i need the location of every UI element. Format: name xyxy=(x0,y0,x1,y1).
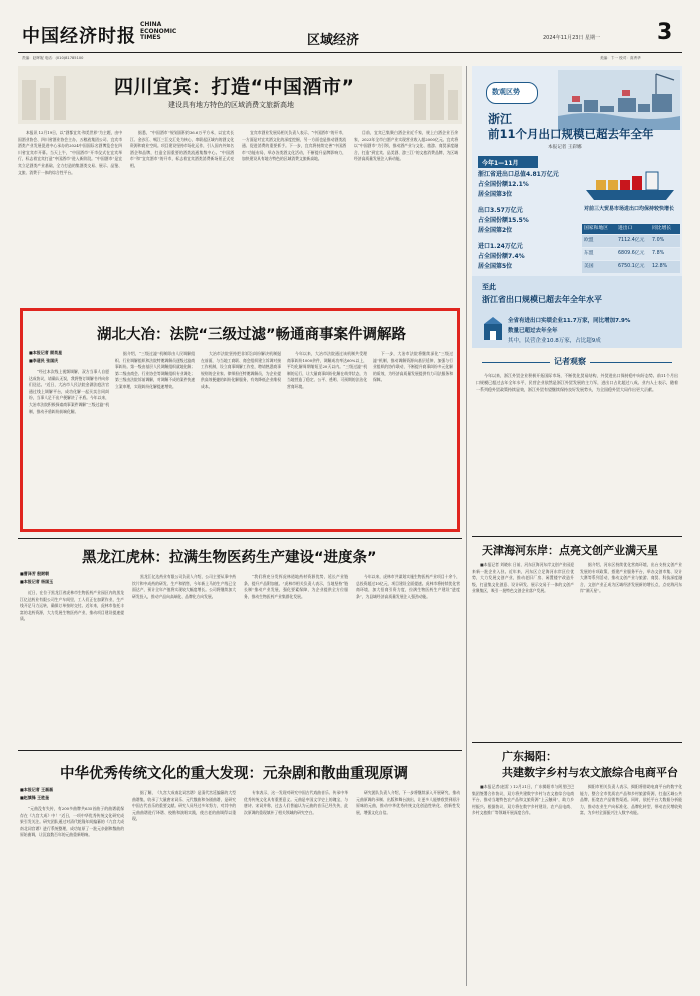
culture-col-2: 据了解，《九宫大成南北词宫谱》是清代宫廷编纂的大型曲谱集，收录了大量唐宋词乐、元代散曲和杂剧曲谱，是研究中国古代音乐的重要文献。研究人员经过多年努力，对其中的元曲曲谱进行译谱、校勘和演唱实践，使古老的曲调得以重现。 xyxy=(132,790,236,822)
stat-export-share: 占全国份额15.5% xyxy=(478,217,529,224)
culture-top-rule xyxy=(18,750,462,751)
culture-col-3: 专家表示，这一发现对研究中国古代戏曲音乐、传承中华优秀传统文化具有重要意义。元曲是中国文学史上的瑰宝，与唐诗、宋词并称，过去人们普遍认为元曲的音乐已经失传，此次原调的重现填补了相关领域的研究空白。 xyxy=(244,790,348,815)
export-enterprises: 全省有进出口实绩企业11.7万家，同比增加7.9% xyxy=(508,318,631,324)
culture-byline-2: ■赵慎锋 王胜奎 xyxy=(20,795,50,800)
milestone-label: 至此 xyxy=(482,283,496,291)
stat-block-total xyxy=(478,170,578,200)
page-number: 3 xyxy=(657,20,673,45)
tianjin-col-2: 据介绍，河东区持续优化营商环境，出台支持文创产业发展的专项政策，搭建产业服务平台，举办文创市集、设计大赛等系列活动，推动文创产业与旅游、商贸、科技深度融合，文创产业正成为区域经济发展新的增长点，点亮海河东岸“满天星”。 xyxy=(580,562,682,594)
stat-import-rank: 居全国第5位 xyxy=(478,263,513,270)
guangdong-article xyxy=(472,742,682,986)
heilongjiang-title: 黑龙江虎林：拉满生物医药生产建设“进度条” xyxy=(82,550,377,566)
table-row: 东盟 6809.6亿元 7.8% xyxy=(582,248,680,260)
zhejiang-region: 浙江 xyxy=(488,112,513,126)
table-header-row: 国家和地区 进出口 同比增长 xyxy=(582,224,680,234)
period-label: 今年1—11月 xyxy=(482,160,519,167)
heilongjiang-byline-1: ■曹泽芳 殷耐朝 xyxy=(20,571,50,576)
designer-info: 美编：卞一 校对：高秀华 xyxy=(600,56,641,60)
trade-table xyxy=(582,224,680,273)
heilongjiang-col-2: 黑龙江亿达药业有限公司负责人介绍，公司主要从事中药饮片和中成药的研发、生产和销售，今年新上马的生产线已全面达产，预计全年产值将实现较大幅度增长。公司将继续加大研发投入，推动产品向高端化、品牌化方向发展。 xyxy=(132,574,236,599)
culture-col-4: 研究团队负责人介绍，下一步将继续深入开展研究，推动元曲原调的录制、出版和舞台演出，让更多人能够欣赏到原汁原味的元曲，推动中华优秀传统文化创造性转化、创新性发展，增强文化自信。 xyxy=(356,790,460,815)
stat-total-share: 占全国份额12.1% xyxy=(478,181,529,188)
guangdong-title-2: 共建数字乡村与农文旅综合电商平台 xyxy=(502,766,678,779)
stat-total-rank: 居全国第3位 xyxy=(478,191,513,198)
tianjin-article xyxy=(472,536,682,736)
masthead-rule xyxy=(18,52,682,53)
sichuan-col-3: 宜宾市酒业发展局相关负责人表示，“中国酒市”的开市，一方面是对宜宾酒文化的深度挖掘，另一方面也是推动酒类流通、促进消费的重要抓手。下一步，宜宾将持续完善“中国酒市”功能布局，举办各类酒文化活动，不断提升品牌影响力，加快建设具有地方特色的区域消费文旅新高地。 xyxy=(242,130,346,162)
table-caption: 对前三大贸易市场进出口均保持较快增长 xyxy=(584,206,675,212)
heilongjiang-col-4: 今年以来，虎林市共谋划实施生物医药产业项目十余个，总投资超过10亿元，项目建设全面提速。虎林市将持续优化营商环境，加大招商引资力度，拉满生物医药生产建设“进度条”，为县域经济高质量发展注入强劲动能。 xyxy=(356,574,460,599)
issue-date: 2024年11月23日 星期一 xyxy=(543,35,601,41)
stat-export-value: 出口3.57万亿元 xyxy=(478,207,523,214)
guangdong-top-rule xyxy=(472,742,682,743)
editor-info: 责编：赵晖妮 电话：(010)81785100 xyxy=(22,56,84,60)
tianjin-title: 天津海河东岸：点亮文创产业满天星 xyxy=(482,544,658,557)
hubei-article xyxy=(20,308,460,532)
hubei-col-2: 据介绍，“三级过滤”机制即由人民调解组织、行业调解组织和法院特邀调解员逐级过滤商事纠纷。第一级由基层人民调解组织就地化解；第二级由商会、行业协会等调解组织专业调处；第三级由法院诉前调解，对调解不成的案件快速立案审理，实现纠纷化解提速增效。 xyxy=(115,351,195,389)
sichuan-article xyxy=(18,66,462,302)
tianjin-top-rule xyxy=(472,536,682,537)
stat-block-import xyxy=(478,242,578,272)
culture-article xyxy=(18,750,462,990)
port-illustration xyxy=(558,70,680,130)
masthead-english: CHINA ECONOMIC TIMES xyxy=(140,21,177,41)
guangdong-col-2: 揭阳市相关负责人表示，揭阳将借助电商平台的数字化能力，整合全市优质农产品和乡村旅游资源，打造区域公共品牌，拓宽农产品销售渠道。同时，依托平台大数据分析能力，推动农业生产向标准化、品牌化转型，带动农民增收致富，为乡村全面振兴注入数字动能。 xyxy=(580,784,682,816)
sichuan-subtitle: 建设具有地方特色的区域消费文旅新高地 xyxy=(168,101,294,109)
sichuan-col-1: 本报讯 12月19日，以“酒都宜宾·和美世界”为主题，由中国酒业协会、四川省酒业协会主办，五粮液集团公司、宜宾市酒类产业发展促进中心承办的2024中国国际名酒博览会在四川省宜宾市开幕。当天上午，“中国酒市”开市仪式在宜宾举行，标志着宜宾打造“中国酒市”进入新阶段。“中国酒市”是宜宾立足酒类产业基础，全力打造的集酒类交易、展示、品鉴、文旅、消费于一体的综合性平台。 xyxy=(18,130,122,175)
heilongjiang-col-3: “我们将充分发挥虎林道地药材资源优势，延长产业链条，提升产品附加值。”虎林市相关负责人表示，当地坚持“链长制”推动产业发展，强化要素保障，为企业提供全方位服务，推动生物医药产业集群化发展。 xyxy=(244,574,348,599)
heilongjiang-byline-2: ■本报记者 杨国玉 xyxy=(20,579,54,584)
heilongjiang-top-rule xyxy=(18,538,462,539)
table-row: 美国 6750.1亿元 12.8% xyxy=(582,261,680,273)
culture-byline-1: ■本报记者 王磊磊 xyxy=(20,787,54,792)
observe-text: 今年以来，浙江外贸企业积极开拓国际市场，不断优化贸易结构，外贸进出口保持稳中向好态势。前11个月出口规模已超过去年全年水平，民营企业依然是浙江外贸发展的主力军，进出口占比超过八成。业内人士表示，随着一系列稳外贸政策持续显效，浙江外贸有望继续保持良好发展势头，为全国稳外贸大局作出更大贡献。 xyxy=(476,373,678,392)
stat-total-value: 浙江省进出口总值4.81万亿元 xyxy=(478,171,559,178)
zhejiang-headline: 前11个月出口规模已超去年全年 xyxy=(488,127,654,141)
stat-import-share: 占全国份额7.4% xyxy=(478,253,525,260)
data-logo-label: 数观区势 xyxy=(492,88,520,96)
stat-block-export xyxy=(478,206,578,236)
private-enterprises: 其中，民营企业10.8万家，占比超9成 xyxy=(508,338,601,344)
hubei-col-3: 大冶市法院坚持把非诉讼纠纷解决机制挺在前面，与当地工商联、商会组织建立诉调对接工作机制，设立商事调解工作室，聘请熟悉商事规则的企业家、律师担任特邀调解员，为企业提供高效便捷的纠纷化解服务，有效降低企业维权成本。 xyxy=(201,351,281,389)
hubei-byline-2: ■李道民 张国庆 xyxy=(29,358,59,363)
masthead xyxy=(0,0,700,62)
section-name: 区域经济 xyxy=(307,33,360,48)
guangdong-title-1: 广东揭阳： xyxy=(502,750,557,763)
observe-title: 记者观察 xyxy=(550,356,590,367)
hubei-byline-1: ■本报记者 顾昊星 xyxy=(29,350,63,355)
masthead-logo: 中国经济时报 xyxy=(22,26,136,47)
stat-export-rank: 居全国第2位 xyxy=(478,227,513,234)
stat-import-value: 进口1.24万亿元 xyxy=(478,243,523,250)
milestone-text: 浙江省出口规模已超去年全年水平 xyxy=(482,295,602,304)
ship-illustration xyxy=(582,166,678,204)
culture-col-1: “元曲没有失传，有200多曲牌共635首曲子的曲谱就保存在《九宫大成》中！”近日，一项中华优秀传统文化研究成果引发关注。研究团队通过对清代乾隆年间编纂的《九宫大成南北词宫谱》进行系统整理，成功复原了一批元杂剧和散曲的原始曲调，让沉寂数百年的元曲重新唱响。 xyxy=(20,806,124,838)
export-enterprises-2: 数量已超过去年全年 xyxy=(508,328,558,334)
hubei-col-5: 下一步，大冶市法院将继续深化“三级过滤”机制，推动调解资源向基层延伸，加强与行业组织的协作联动，不断提升商事纠纷多元化解的质效，为经济高质量发展提供有力司法服务和保障。 xyxy=(373,351,453,383)
sichuan-title: 四川宜宾：打造“中国酒市” xyxy=(114,76,355,98)
zhejiang-reporter: 本报记者 王彩娜 xyxy=(548,145,582,150)
heilongjiang-col-1: 近日，在位于黑龙江省虎林市生物医药产业园区内的黑龙江亿达药业有限公司生产车间里，工人们正在加紧作业，生产线开足马力运转，确保订单按时交付。近年来，虎林市依托丰富的北药资源，大力发展生物医药产业，推动项目建设提速提质。 xyxy=(20,590,124,622)
enterprise-icon xyxy=(482,316,504,342)
hubei-title: 湖北大冶：法院“三级过滤”畅通商事案件调解路 xyxy=(97,327,407,343)
zhejiang-infographic xyxy=(472,66,682,534)
hubei-col-1: “经过本次线上视频调解，双方当事人自愿达成协议，请确认无误，我将签订调解书并向你们送达。”近日，大冶市人民法院金湖法庭法官通过线上调解平台，成功化解一起买卖合同纠纷，当事人足不出户便解决了矛盾。今年以来，大冶市法院积极探索商事案件调解“三级过滤”机制，推动矛盾纠纷前端化解。 xyxy=(29,369,109,414)
culture-title: 中华优秀传统文化的重大发现：元杂剧和散曲重现原调 xyxy=(60,766,408,782)
hubei-col-4: 今年以来，大冶市法院通过该机制共受理商事纠纷1000余件，调解成功率达60%以上，平均化解周期缩短至20天以内。“三级过滤”机制的运行，让大量商事纠纷化解在萌芽状态，为当地营造了稳定、公平、透明、可预期的法治化营商环境。 xyxy=(287,351,367,389)
table-row: 欧盟 7112.4亿元 7.0% xyxy=(582,235,680,247)
sichuan-col-2: 据悉，“中国酒市”规划面积约36.6万平方米，以宜宾长江、金沙江、岷江三江交汇处为核心，串联起区域内的酒文化资源和商业空间。项目建设坚持市场化运作，引入国内外知名酒企和品牌，打造全国重要的酒类流通集散中心。“中国酒市”和“宜宾酒市”的开市，标志着宜宾酒类消费新场景正式亮相。 xyxy=(130,130,234,168)
column-divider xyxy=(466,66,467,986)
heilongjiang-article xyxy=(18,538,462,742)
tianjin-col-1: ■本报记者 刘晓东 日前，河东区海河东岸文创产业园迎来新一批企业入驻。近年来，河东区立足海河东岸区位优势，大力发展文创产业，推动老旧厂房、闲置楼宇改造升级，打造集文化创意、设计研发、展示交易于一体的文创产业聚集区，吸引一批特色文创企业落户发展。 xyxy=(472,562,574,594)
sichuan-col-4: 目前，宜宾已集聚白酒企业近千家，规上白酒企业百余家，2023年全市白酒产业实现营业收入超2000亿元。宜宾将以“中国酒市”为引领，推动酒产业与文化、旅游、商贸深度融合，打造“到宜宾、品美酒、游三江”的文旅消费品牌，为区域经济高质量发展注入新动能。 xyxy=(354,130,458,162)
guangdong-col-1: ■本报记者(赵雷 ) 12月21日，广东揭阳市与阿里巴巴集团签署合作协议，双方将共建数字乡村与农文旅综合电商平台，推动当地特色农产品和文旅资源“上云触网”，助力乡村振兴。根据协议，双方将在数字乡村建设、农产品电商、乡村文旅推广等领域开展深度合作。 xyxy=(472,784,574,816)
